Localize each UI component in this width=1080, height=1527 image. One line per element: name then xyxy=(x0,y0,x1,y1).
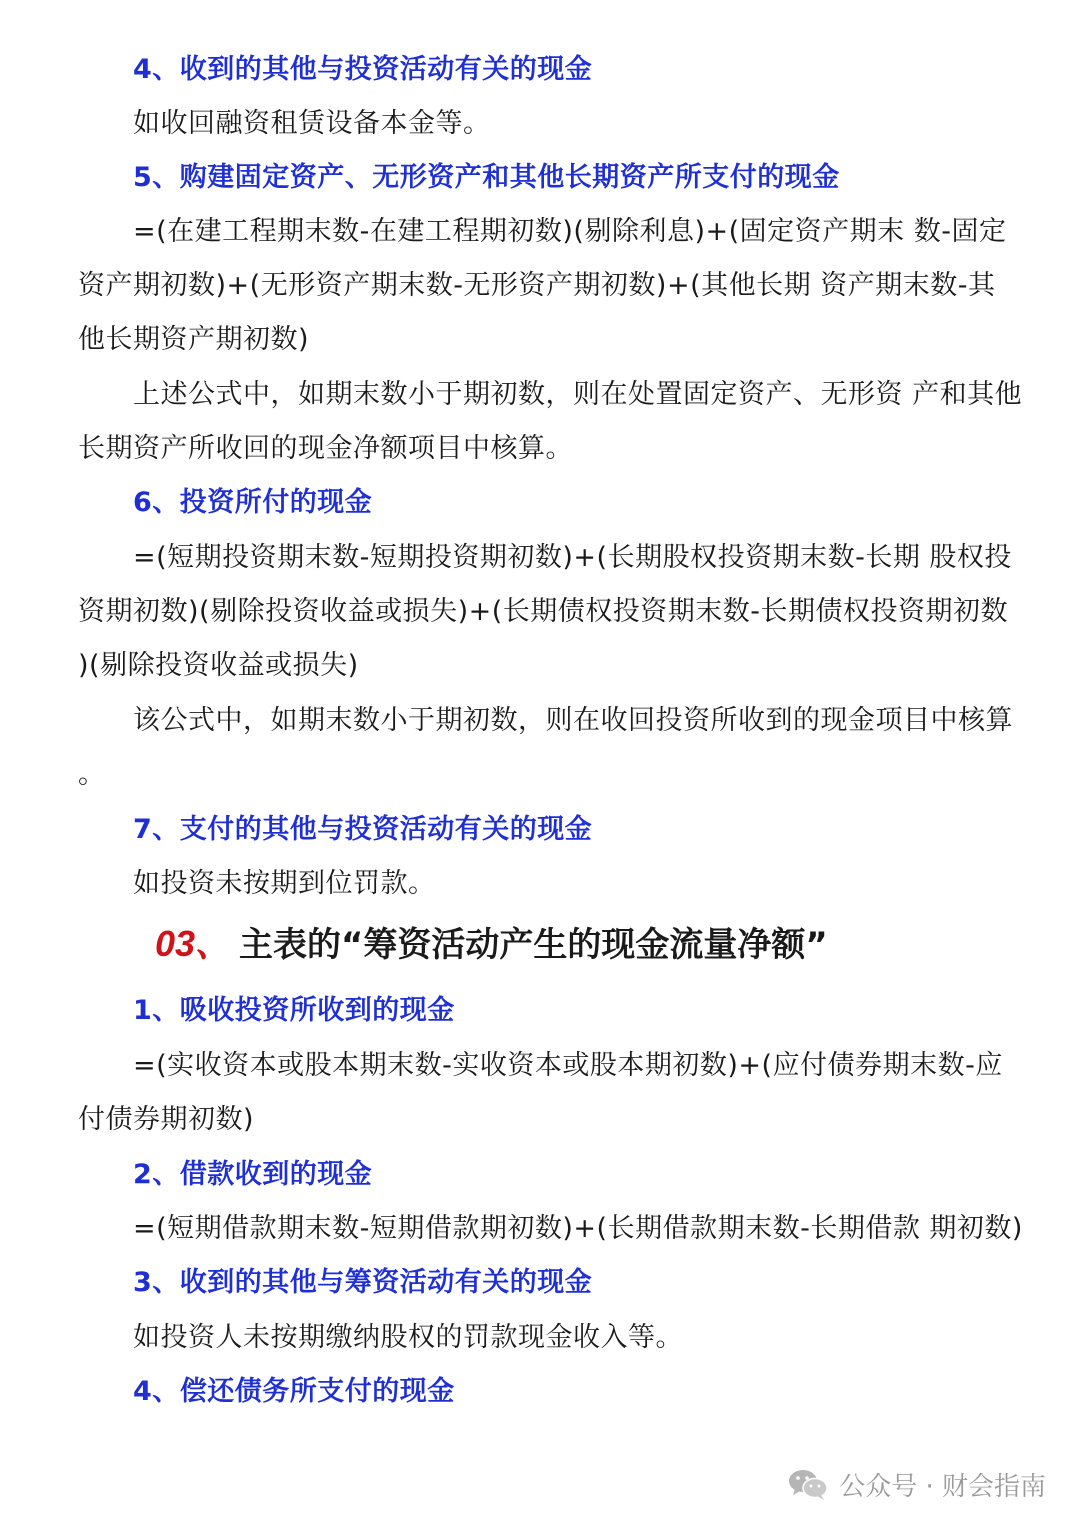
body-line: 资期初数)(剔除投资收益或损失)+(长期债权投资期末数-长期债权投资期初数 xyxy=(78,596,1008,627)
body-line: =(在建工程期末数-在建工程期初数)(剔除利息)+(固定资产期末 数-固定 xyxy=(133,216,1007,247)
body-line: 。 xyxy=(78,759,106,790)
heading-item-3-financing: 3、收到的其他与筹资活动有关的现金 xyxy=(133,1267,593,1298)
body-line: 如投资未按期到位罚款。 xyxy=(133,868,436,899)
heading-item-2-financing: 2、借款收到的现金 xyxy=(133,1159,373,1190)
section-number: 03、 xyxy=(155,923,232,964)
heading-item-4-investing: 4、收到的其他与投资活动有关的现金 xyxy=(133,54,593,85)
body-line: 如收回融资租赁设备本金等。 xyxy=(133,108,491,139)
watermark-text: 公众号 · 财会指南 xyxy=(839,1471,1046,1502)
body-line: 长期资产所收回的现金净额项目中核算。 xyxy=(78,433,573,464)
wechat-icon xyxy=(787,1467,829,1501)
body-line: 他长期资产期初数) xyxy=(78,324,310,355)
body-line: 资产期初数)+(无形资产期末数-无形资产期初数)+(其他长期 资产期末数-其 xyxy=(78,270,996,301)
heading-item-4-financing: 4、偿还债务所支付的现金 xyxy=(133,1376,455,1407)
section-title-text: 主表的“筹资活动产生的现金流量净额” xyxy=(239,925,828,965)
body-line: )(剔除投资收益或损失) xyxy=(78,650,359,681)
body-line: 如投资人未按期缴纳股权的罚款现金收入等。 xyxy=(133,1322,683,1353)
body-line: 该公式中，如期末数小于期初数，则在收回投资所收到的现金项目中核算 xyxy=(133,705,1013,736)
heading-item-7: 7、支付的其他与投资活动有关的现金 xyxy=(133,814,593,845)
body-line: =(短期借款期末数-短期借款期初数)+(长期借款期末数-长期借款 期初数) xyxy=(133,1213,1023,1244)
heading-item-6: 6、投资所付的现金 xyxy=(133,487,373,518)
heading-item-1-financing: 1、吸收投资所收到的现金 xyxy=(133,995,455,1026)
heading-item-5: 5、购建固定资产、无形资产和其他长期资产所支付的现金 xyxy=(133,162,840,193)
body-line: =(短期投资期末数-短期投资期初数)+(长期股权投资期末数-长期 股权投 xyxy=(133,542,1012,573)
watermark xyxy=(787,1464,1046,1504)
body-line: 上述公式中，如期末数小于期初数，则在处置固定资产、无形资 产和其他 xyxy=(133,379,1023,410)
body-line: 付债券期初数) xyxy=(78,1104,255,1135)
section-title xyxy=(155,920,828,969)
body-line: =(实收资本或股本期末数-实收资本或股本期初数)+(应付债券期末数-应 xyxy=(133,1050,1003,1081)
